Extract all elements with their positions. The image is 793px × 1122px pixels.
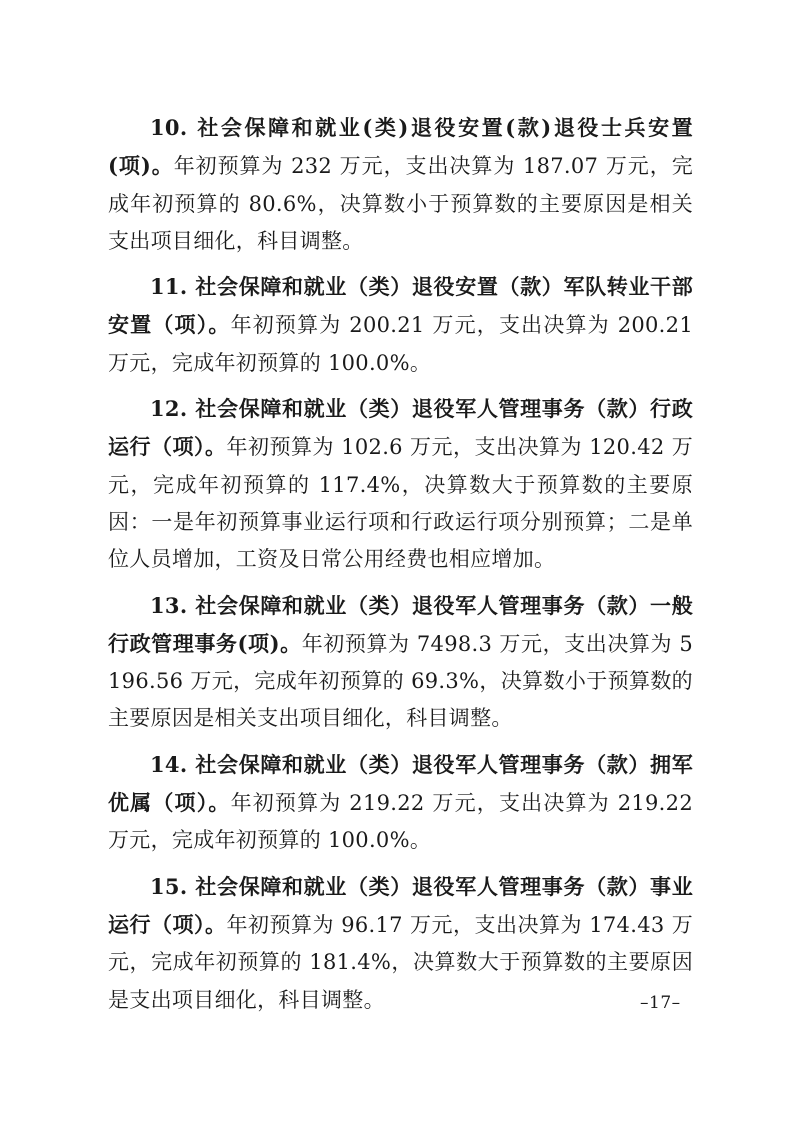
paragraph-heading: 12. 社会保障和就业（类）退役军人管理事务（款）行政运行（项）。	[108, 396, 693, 460]
paragraph-item-14	[108, 746, 693, 860]
paragraph-text: 年初预算为 232 万元，支出决算为 187.07 万元，完成年初预算的 80.6%，决算数小于预算数的主要原因是相关支出项目细化，科目调整。	[108, 154, 693, 253]
paragraph-item-15	[108, 868, 693, 1019]
paragraph-heading: 15. 社会保障和就业（类）退役军人管理事务（款）事业运行（项）。	[108, 873, 693, 937]
paragraph-heading: 14. 社会保障和就业（类）退役军人管理事务（款）拥军优属（项）。	[108, 751, 693, 816]
paragraph-text: 年初预算为 7498.3 万元，支出决算为 5196.56 万元，完成年初预算的 69.3%，决算数小于预算数的主要原因是相关支出项目细化，科目调整。	[108, 631, 693, 731]
paragraph-item-12	[108, 390, 693, 578]
paragraph-text: 年初预算为 219.22 万元，支出决算为 219.22 万元，完成年初预算的 100.0%。	[108, 791, 693, 853]
document-body	[108, 109, 693, 1027]
paragraph-item-10	[108, 109, 693, 260]
page-number: –17–	[640, 993, 681, 1013]
paragraph-text: 年初预算为 96.17 万元，支出决算为 174.43 万元，完成年初预算的 181.4%，决算数大于预算数的主要原因是支出项目细化，科目调整。	[108, 912, 693, 1012]
paragraph-heading: 10. 社会保障和就业(类)退役安置(款)退役士兵安置(项)。	[108, 115, 693, 179]
paragraph-heading: 11. 社会保障和就业（类）退役安置（款）军队转业干部安置（项）。	[108, 274, 693, 338]
paragraph-item-11	[108, 268, 693, 382]
paragraph-item-13	[108, 587, 693, 738]
paragraph-text: 年初预算为 200.21 万元，支出决算为 200.21 万元，完成年初预算的 100.0%。	[108, 313, 693, 375]
paragraph-text: 年初预算为 102.6 万元，支出决算为 120.42 万元，完成年初预算的 117.4%，决算数大于预算数的主要原因：一是年初预算事业运行项和行政运行项分别预算；二是单位人员增加，工资及日常公用经费也相应增加。	[108, 435, 693, 572]
paragraph-heading: 13. 社会保障和就业（类）退役军人管理事务（款）一般行政管理事务(项)。	[108, 592, 693, 656]
